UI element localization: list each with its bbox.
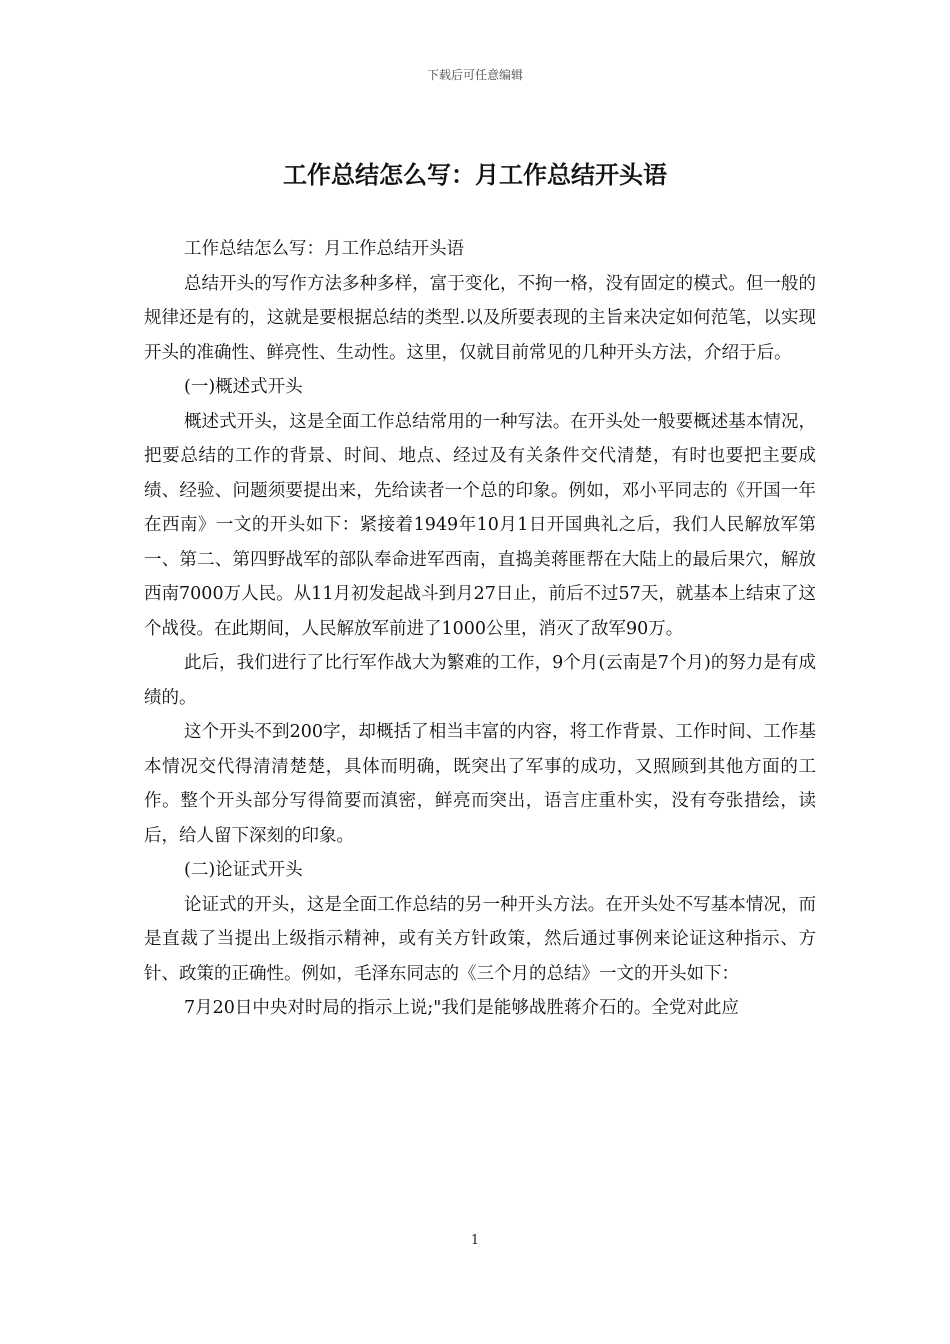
paragraph: 这个开头不到200字，却概括了相当丰富的内容，将工作背景、工作时间、工作基本情况交代得清清楚楚，具体而明确，既突出了军事的成功，又照顾到其他方面的工作。整个开头部分写得简要而滇密，鲜亮而突出，语言庄重朴实，没有夸张措绘，读后，给人留下深刻的印象。 [144, 722, 816, 846]
section-heading: (二)论证式开头 [184, 860, 303, 880]
paragraph: 总结开头的写作方法多种多样，富于变化，不拘一格，没有固定的模式。但一般的规律还是有的，这就是要根据总结的类型.以及所要表现的主旨来决定如何范笔，以实现开头的准确性、鲜亮性、生动性。这里，仅就目前常见的几种开头方法，介绍于后。 [144, 273, 816, 363]
document-body [144, 232, 816, 1026]
paragraph: 此后，我们进行了比行军作战大为繁难的工作，9个月(云南是7个月)的努力是有成绩的。 [144, 653, 816, 708]
paragraph: 概述式开头，这是全面工作总结常用的一种写法。在开头处一般要概述基本情况，把要总结的工作的背景、时间、地点、经过及有关条件交代清楚，有时也要把主要成绩、经验、问题须要提出来，先给读者一个总的印象。例如，邓小平同志的《开国一年在西南》一文的开头如下：紧接着1949年10月1日开国典礼之后，我们人民解放军第一、第二、第四野战军的部队奉命进军西南，直捣美蒋匪帮在大陆上的最后果穴，解放西南7000万人民。从11月初发起战斗到月27日止，前后不过57天，就基本上结束了这个战役。在此期间，人民解放军前进了1000公里，消灭了敌军90万。 [144, 411, 816, 639]
paragraph: 工作总结怎么写：月工作总结开头语 [184, 239, 464, 259]
section-heading: (一)概述式开头 [184, 377, 303, 397]
document-title: 工作总结怎么写：月工作总结开头语 [283, 160, 667, 189]
page-number: 1 [470, 1233, 480, 1248]
header-note: 下载后可任意编辑 [426, 68, 523, 82]
paragraph: 论证式的开头，这是全面工作总结的另一种开头方法。在开头处不写基本情况，而是直裁了当提出上级指示精神，或有关方针政策，然后通过事例来论证这种指示、方针、政策的正确性。例如，毛泽东同志的《三个月的总结》一文的开头如下： [144, 894, 816, 984]
paragraph: 7月20日中央对时局的指示上说;"我们是能够战胜蒋介石的。全党对此应 [184, 998, 739, 1018]
